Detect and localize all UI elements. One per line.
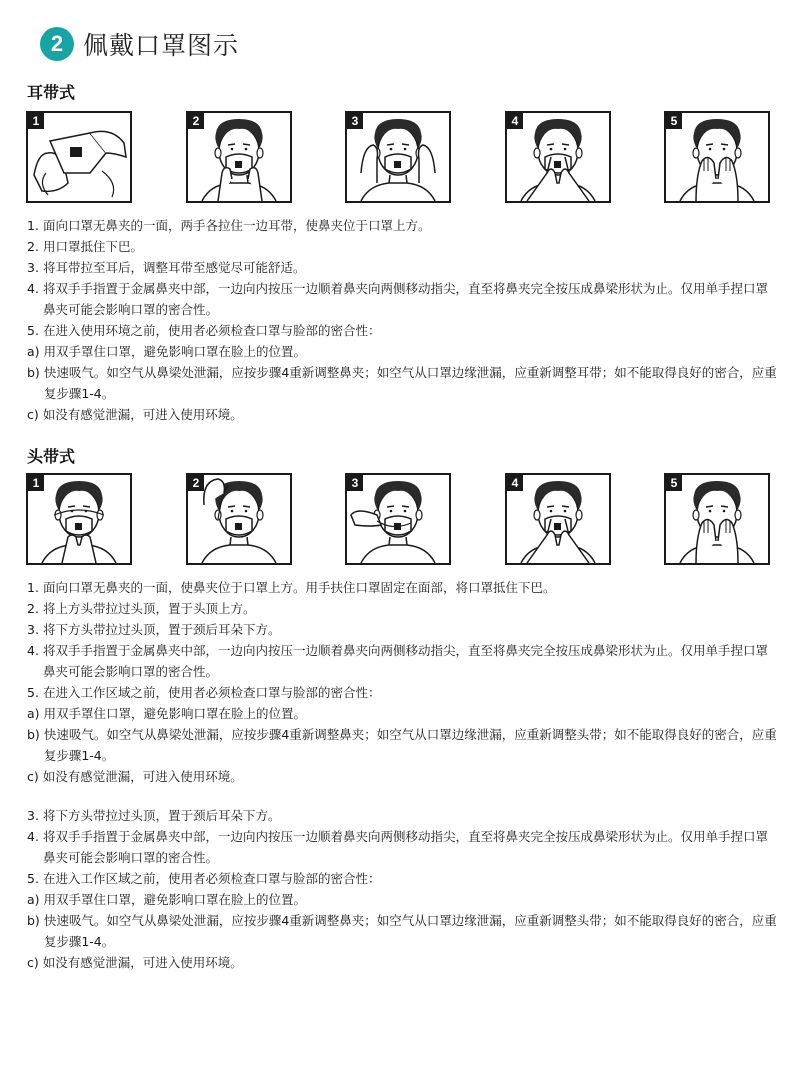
step-label: 4.: [27, 829, 39, 844]
step-text: 将双手手指置于金属鼻夹中部，一边向内按压一边顺着鼻夹向两侧移动指尖，直至将鼻夹完全按压成鼻梁形状为止。仅用单手捏口罩鼻夹可能会影响口罩的密合性。: [42, 643, 768, 679]
step-text: 快速吸气。如空气从鼻梁处泄漏，应按步骤4重新调整鼻夹；如空气从口罩边缘泄漏，应重新调整耳带；如不能取得良好的密合，应重复步骤1-4。: [43, 365, 777, 401]
page-header: [40, 26, 239, 62]
illustration-panel: [664, 111, 770, 203]
instruction-step: [27, 236, 779, 257]
step-text: 将上方头带拉过头顶，置于头顶上方。: [42, 601, 256, 616]
illustration-row-ear-loop: [26, 111, 770, 203]
illustration-panel: [26, 473, 132, 565]
step-label: 5.: [27, 323, 39, 338]
instruction-step: [27, 619, 779, 640]
step-text: 用双手罩住口罩，避免影响口罩在脸上的位置。: [43, 344, 307, 359]
panel-step-number: 4: [507, 475, 523, 491]
step-label: 5.: [27, 685, 39, 700]
step-label: 1.: [27, 580, 39, 595]
step-text: 在进入工作区域之前，使用者必须检查口罩与脸部的密合性：: [42, 685, 381, 700]
section-title-ear-loop: 耳带式: [27, 83, 76, 102]
step-text: 用双手罩住口罩，避免影响口罩在脸上的位置。: [43, 892, 307, 907]
instruction-step: [27, 215, 779, 236]
panel-step-number: 1: [28, 113, 44, 129]
step-label: a): [27, 892, 40, 907]
step-label: 2.: [27, 239, 39, 254]
step-text: 面向口罩无鼻夹的一面，使鼻夹位于口罩上方。用手扶住口罩固定在面部，将口罩抵住下巴。: [42, 580, 556, 595]
step-label: a): [27, 706, 40, 721]
step-text: 如没有感觉泄漏，可进入使用环境。: [42, 955, 243, 970]
step-label: 4.: [27, 643, 39, 658]
instruction-step: [27, 362, 779, 404]
step-label: 2.: [27, 601, 39, 616]
step-text: 将下方头带拉过头顶，置于颈后耳朵下方。: [42, 622, 281, 637]
illustration-panel: [26, 111, 132, 203]
instruction-step: [27, 766, 779, 787]
page-title: 佩戴口罩图示: [83, 31, 240, 60]
step-text: 用口罩抵住下巴。: [42, 239, 143, 254]
step-label: b): [27, 727, 40, 742]
instructions-head-band: [27, 577, 779, 787]
instruction-step: [27, 910, 779, 952]
instruction-step: [27, 598, 779, 619]
step-text: 如没有感觉泄漏，可进入使用环境。: [42, 407, 243, 422]
step-label: 4.: [27, 281, 39, 296]
instruction-step: [27, 640, 779, 682]
step-label: b): [27, 913, 40, 928]
instruction-step: [27, 889, 779, 910]
instruction-step: [27, 826, 779, 868]
step-text: 面向口罩无鼻夹的一面，两手各拉住一边耳带，使鼻夹位于口罩上方。: [42, 218, 431, 233]
step-label: c): [27, 407, 39, 422]
instruction-step: [27, 404, 779, 425]
step-text: 在进入使用环境之前，使用者必须检查口罩与脸部的密合性：: [42, 323, 381, 338]
step-label: 3.: [27, 622, 39, 637]
panel-step-number: 1: [28, 475, 44, 491]
instruction-step: [27, 577, 779, 598]
instruction-step: [27, 320, 779, 341]
illustration-panel: [664, 473, 770, 565]
illustration-panel: [345, 111, 451, 203]
step-text: 快速吸气。如空气从鼻梁处泄漏，应按步骤4重新调整鼻夹；如空气从口罩边缘泄漏，应重新调整头带；如不能取得良好的密合，应重复步骤1-4。: [43, 727, 777, 763]
panel-step-number: 2: [188, 475, 204, 491]
panel-step-number: 3: [347, 475, 363, 491]
step-text: 用双手罩住口罩，避免影响口罩在脸上的位置。: [43, 706, 307, 721]
instructions-ear-loop: [27, 215, 779, 425]
illustration-panel: [505, 111, 611, 203]
step-label: b): [27, 365, 40, 380]
step-label: 3.: [27, 808, 39, 823]
instruction-step: [27, 805, 779, 826]
panel-step-number: 4: [507, 113, 523, 129]
instructions-repeat: [27, 805, 779, 973]
instruction-step: [27, 278, 779, 320]
instruction-step: [27, 724, 779, 766]
step-label: c): [27, 769, 39, 784]
step-text: 在进入工作区域之前，使用者必须检查口罩与脸部的密合性：: [42, 871, 381, 886]
instruction-step: [27, 703, 779, 724]
panel-step-number: 3: [347, 113, 363, 129]
instruction-step: [27, 952, 779, 973]
instruction-step: [27, 682, 779, 703]
panel-step-number: 2: [188, 113, 204, 129]
panel-step-number: 5: [666, 475, 682, 491]
illustration-panel: [505, 473, 611, 565]
illustration-panel: [186, 111, 292, 203]
step-label: 3.: [27, 260, 39, 275]
step-label: c): [27, 955, 39, 970]
step-label: 1.: [27, 218, 39, 233]
illustration-row-head-band: [26, 473, 770, 565]
step-text: 将双手手指置于金属鼻夹中部，一边向内按压一边顺着鼻夹向两侧移动指尖，直至将鼻夹完全按压成鼻梁形状为止。仅用单手捏口罩鼻夹可能会影响口罩的密合性。: [42, 281, 768, 317]
panel-step-number: 5: [666, 113, 682, 129]
step-text: 将双手手指置于金属鼻夹中部，一边向内按压一边顺着鼻夹向两侧移动指尖，直至将鼻夹完全按压成鼻梁形状为止。仅用单手捏口罩鼻夹可能会影响口罩的密合性。: [42, 829, 768, 865]
step-text: 如没有感觉泄漏，可进入使用环境。: [42, 769, 243, 784]
step-text: 将耳带拉至耳后，调整耳带至感觉尽可能舒适。: [42, 260, 306, 275]
step-text: 将下方头带拉过头顶，置于颈后耳朵下方。: [42, 808, 281, 823]
instruction-step: [27, 868, 779, 889]
step-number-badge: 2: [40, 27, 74, 61]
illustration-panel: [345, 473, 451, 565]
step-label: 5.: [27, 871, 39, 886]
section-title-head-band: 头带式: [27, 447, 76, 466]
step-text: 快速吸气。如空气从鼻梁处泄漏，应按步骤4重新调整鼻夹；如空气从口罩边缘泄漏，应重新调整头带；如不能取得良好的密合，应重复步骤1-4。: [43, 913, 777, 949]
step-label: a): [27, 344, 40, 359]
illustration-panel: [186, 473, 292, 565]
instruction-step: [27, 257, 779, 278]
instruction-step: [27, 341, 779, 362]
